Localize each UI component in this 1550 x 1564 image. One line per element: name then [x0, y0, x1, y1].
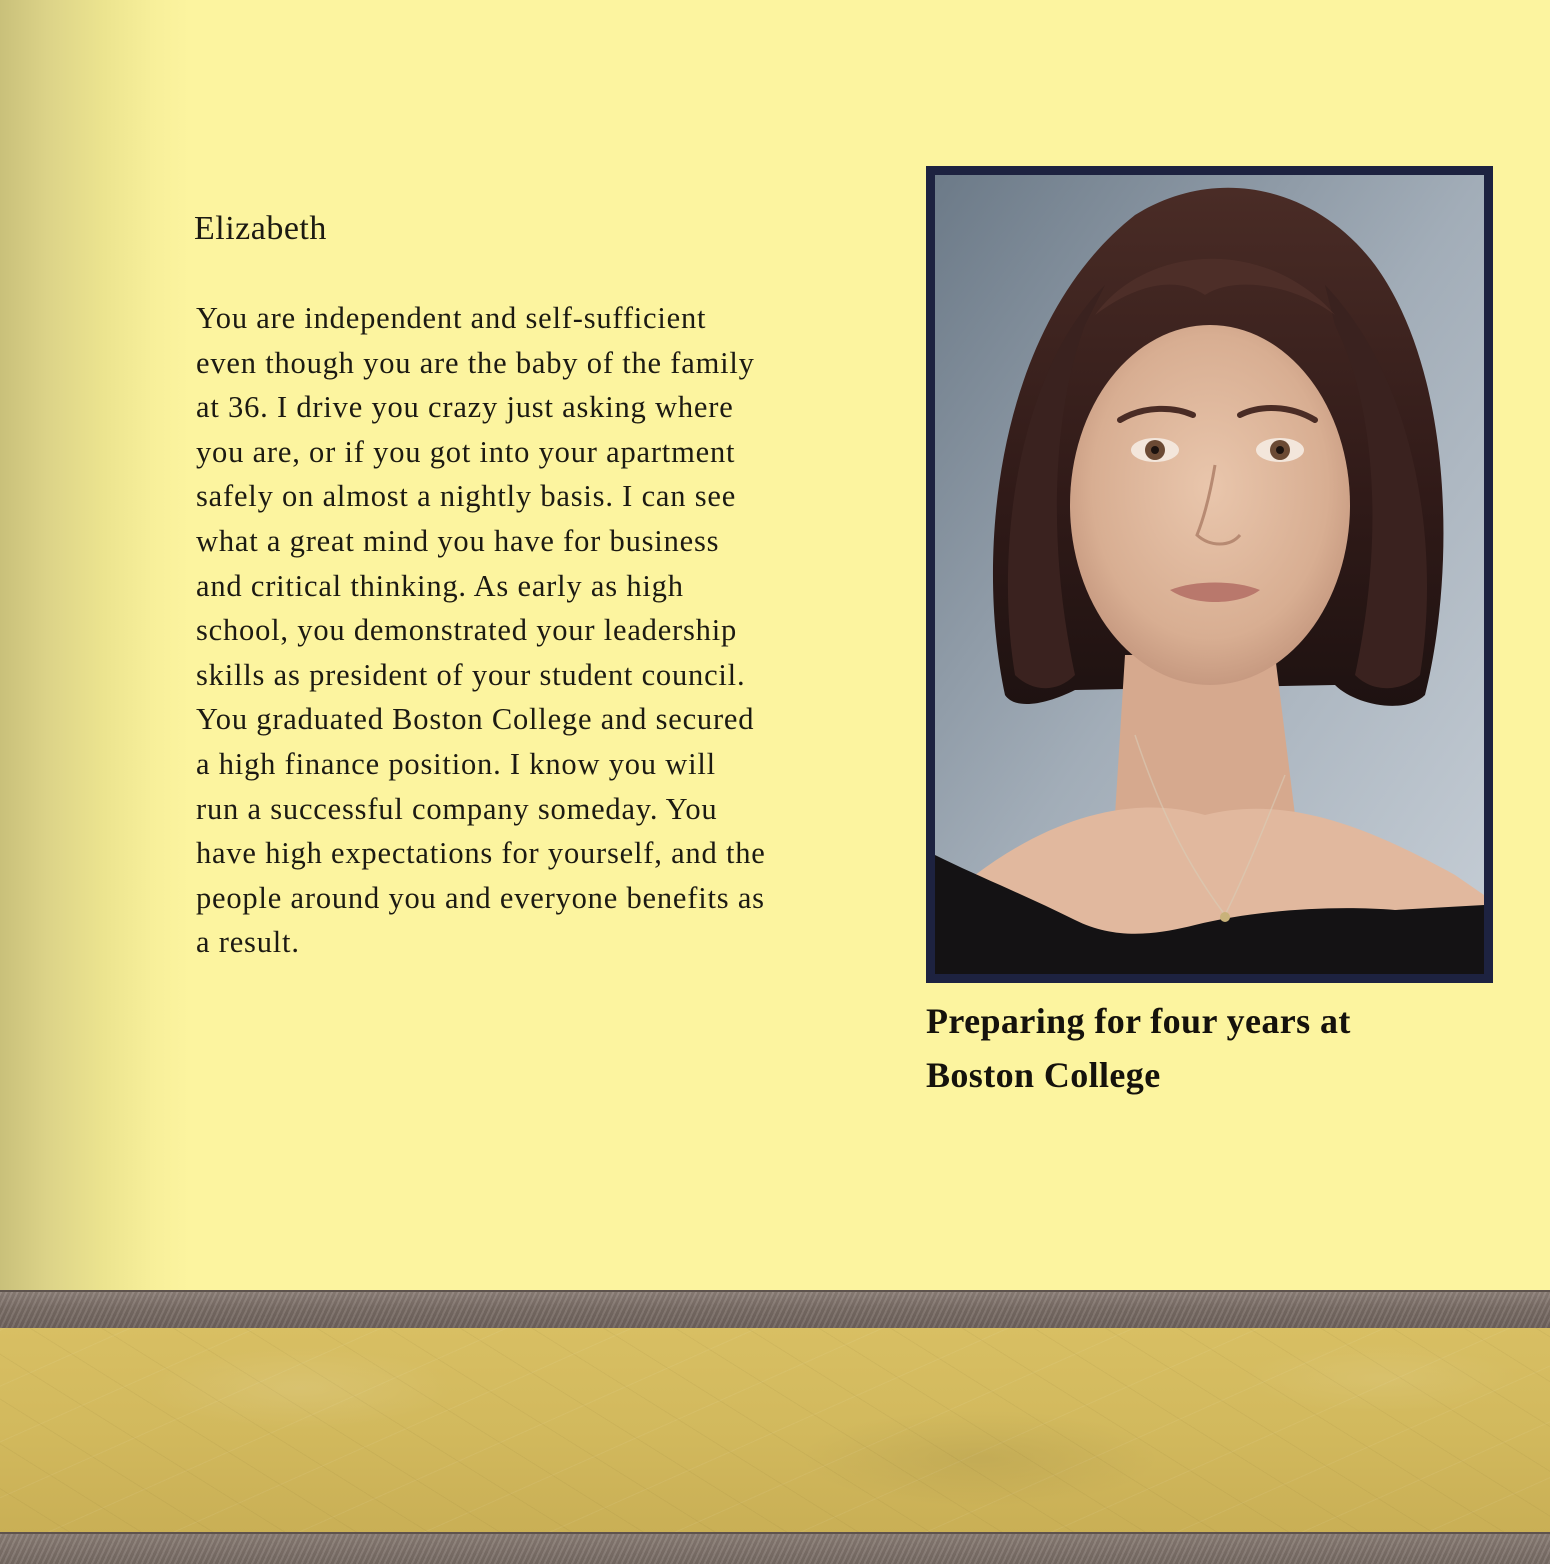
leather-band — [0, 1328, 1550, 1534]
top-stitched-border — [0, 1290, 1550, 1332]
tribute-paragraph: You are independent and self-sufficient even though you are the baby of the family at 36. I drive you crazy just asking where you are, or if you got into your apartment safely on almost a nightly basis. I can see what a great mind you have for business and critical thinking. As early as high school, you demonstrated your leadership skills as president of your student council. You graduated Boston College and secured a high finance position. I know you will run a successful company someday. You have high expectations for yourself, and the people around you and everyone benefits as a result. — [196, 301, 766, 960]
photo-frame — [926, 166, 1493, 983]
photo-caption: Preparing for four years at Boston College — [926, 1001, 1351, 1095]
page-spine-shadow — [0, 0, 190, 1300]
page-heading: Elizabeth — [194, 210, 327, 247]
portrait-photo — [935, 175, 1484, 974]
bottom-stitched-border — [0, 1532, 1550, 1564]
